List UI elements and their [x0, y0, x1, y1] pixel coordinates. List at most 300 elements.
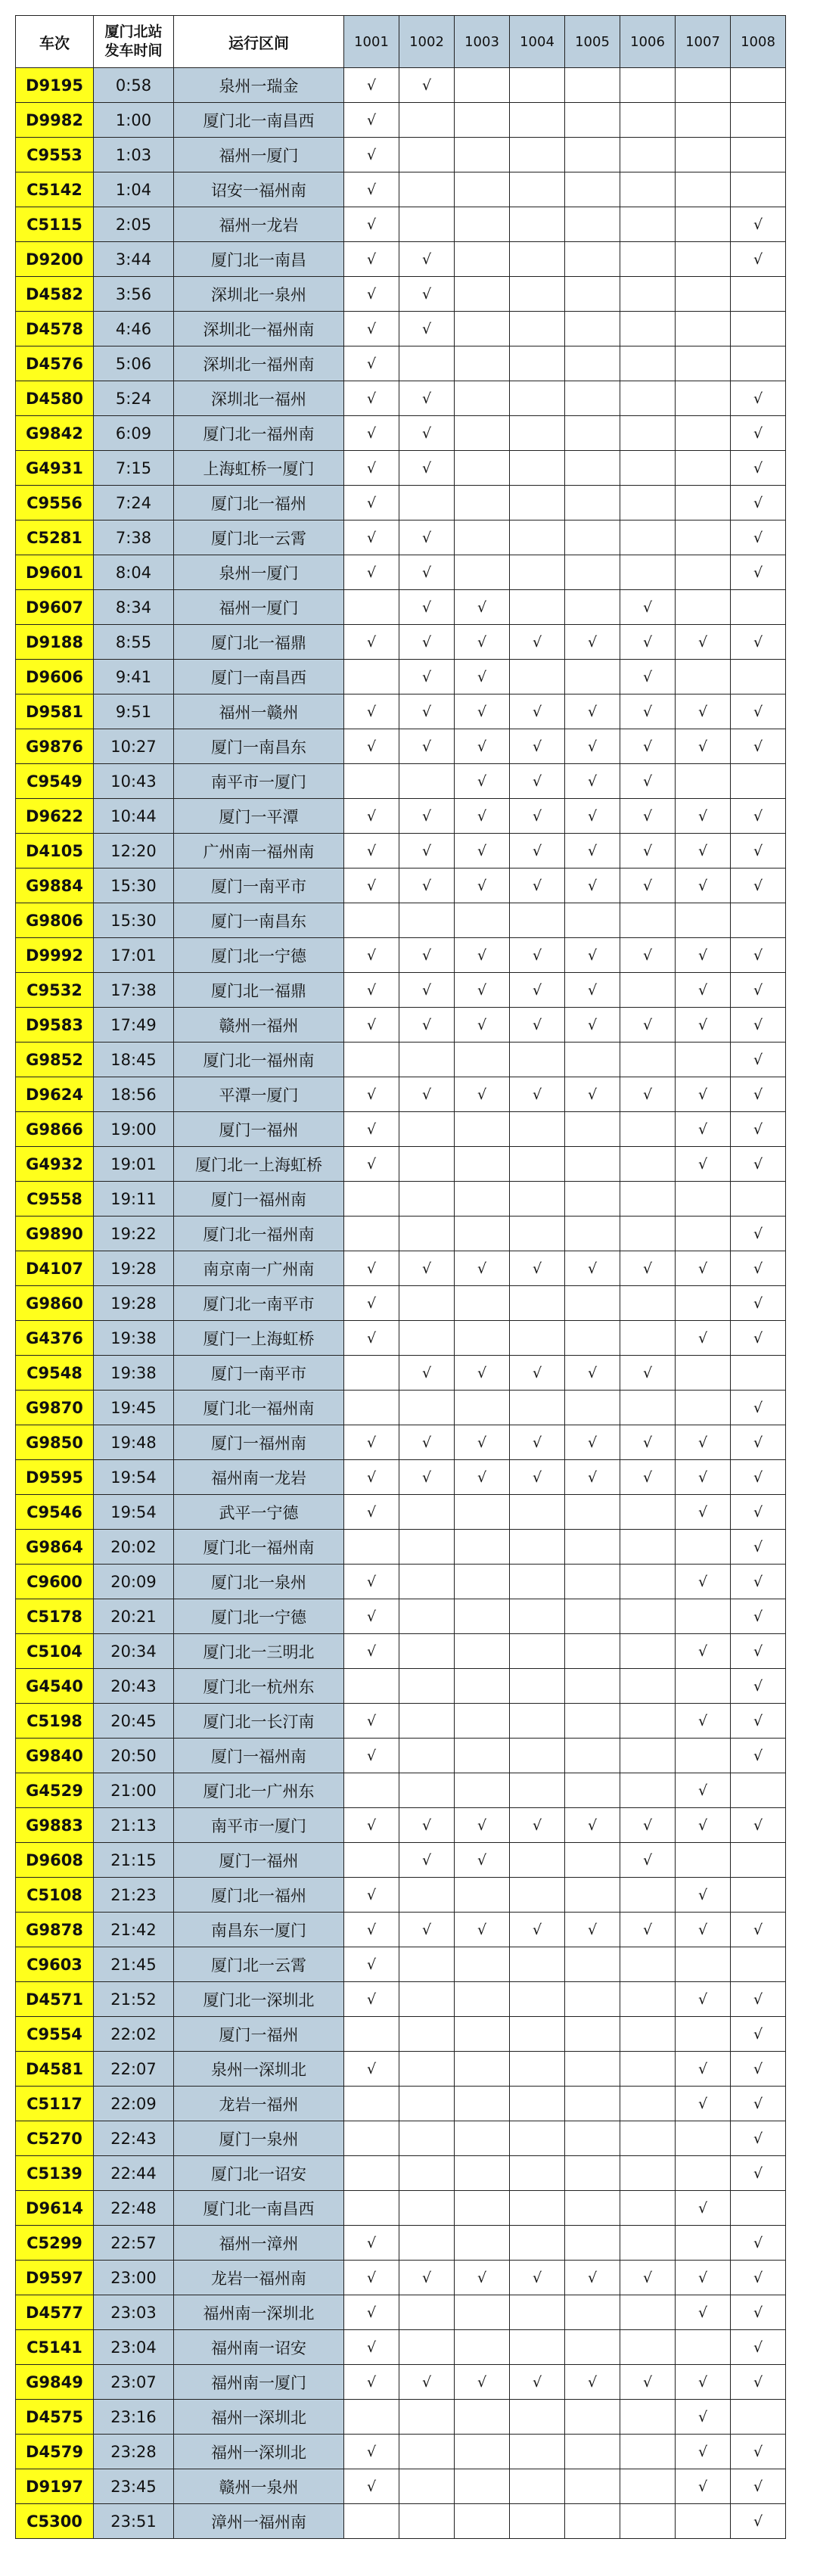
check-mark-icon: √ [421, 598, 432, 616]
day-cell-1002 [399, 1286, 455, 1321]
departure-time-cell: 5:06 [94, 346, 174, 381]
day-cell-1004 [510, 103, 565, 138]
day-cell-1004 [510, 590, 565, 625]
day-cell-1002 [399, 1112, 455, 1147]
departure-time-cell: 19:38 [94, 1321, 174, 1356]
day-cell-1004 [510, 1704, 565, 1739]
day-cell-1004 [510, 68, 565, 103]
check-mark-icon: √ [697, 2408, 708, 2425]
check-mark-icon: √ [366, 703, 377, 720]
departure-time-cell: 7:15 [94, 451, 174, 486]
departure-time-cell: 8:04 [94, 555, 174, 590]
day-cell-1008 [731, 451, 786, 486]
train-number-cell: D4105 [16, 834, 94, 869]
day-cell-1005 [565, 2365, 620, 2400]
departure-time-cell: 19:54 [94, 1495, 174, 1530]
route-cell: 厦门北一泉州 [174, 1565, 344, 1599]
day-cell-1008 [731, 2087, 786, 2121]
day-cell-1006 [620, 1043, 676, 1077]
day-cell-1005 [565, 1808, 620, 1843]
day-cell-1006 [620, 555, 676, 590]
day-cell-1003 [455, 1530, 510, 1565]
day-cell-1003 [455, 2226, 510, 2261]
day-cell-1005 [565, 1391, 620, 1425]
train-number-cell: D9597 [16, 2261, 94, 2295]
departure-time-cell: 3:56 [94, 277, 174, 312]
day-cell-1006 [620, 869, 676, 903]
day-cell-1002 [399, 1043, 455, 1077]
day-cell-1004 [510, 903, 565, 938]
route-cell: 南昌东一厦门 [174, 1913, 344, 1947]
train-number-cell: D9195 [16, 68, 94, 103]
day-cell-1006 [620, 2330, 676, 2365]
day-cell-1004 [510, 1530, 565, 1565]
day-cell-1006 [620, 2504, 676, 2539]
day-cell-1002 [399, 2052, 455, 2087]
day-cell-1001 [344, 1182, 399, 1217]
check-mark-icon: √ [532, 1364, 542, 1381]
day-cell-1006 [620, 973, 676, 1008]
day-cell-1008 [731, 1147, 786, 1182]
departure-time-cell: 20:02 [94, 1530, 174, 1565]
day-cell-1001 [344, 2017, 399, 2052]
check-mark-icon: √ [697, 1016, 708, 1033]
train-number-cell: G4529 [16, 1773, 94, 1808]
day-cell-1003 [455, 1704, 510, 1739]
day-cell-1004 [510, 1982, 565, 2017]
route-cell: 厦门一福州 [174, 2017, 344, 2052]
check-mark-icon: √ [421, 2373, 432, 2391]
day-cell-1003 [455, 1077, 510, 1112]
day-cell-1007 [676, 1495, 731, 1530]
day-cell-1003 [455, 486, 510, 520]
day-cell-1008 [731, 625, 786, 660]
departure-time-cell: 9:51 [94, 694, 174, 729]
check-mark-icon: √ [753, 2234, 763, 2251]
day-cell-1007 [676, 2365, 731, 2400]
day-cell-1008 [731, 1286, 786, 1321]
check-mark-icon: √ [753, 459, 763, 477]
day-cell-1001 [344, 2504, 399, 2539]
train-number-cell: D4582 [16, 277, 94, 312]
check-mark-icon: √ [366, 285, 377, 303]
check-mark-icon: √ [753, 1051, 763, 1068]
day-cell-1007 [676, 451, 731, 486]
day-cell-1007 [676, 2121, 731, 2156]
day-cell-1003 [455, 1043, 510, 1077]
train-number-cell: G4931 [16, 451, 94, 486]
day-cell-1002 [399, 1460, 455, 1495]
check-mark-icon: √ [753, 1712, 763, 1729]
train-number-cell: G9876 [16, 729, 94, 764]
day-cell-1004 [510, 312, 565, 346]
route-cell: 厦门一南昌东 [174, 729, 344, 764]
day-cell-1007 [676, 660, 731, 694]
departure-time-cell: 19:54 [94, 1460, 174, 1495]
departure-time-cell: 21:42 [94, 1913, 174, 1947]
day-cell-1005 [565, 1008, 620, 1043]
day-cell-1007 [676, 277, 731, 312]
day-cell-1005 [565, 346, 620, 381]
day-cell-1007 [676, 1669, 731, 1704]
check-mark-icon: √ [753, 2164, 763, 2182]
train-number-cell: G9840 [16, 1739, 94, 1773]
day-cell-1003 [455, 590, 510, 625]
check-mark-icon: √ [587, 1016, 598, 1033]
check-mark-icon: √ [642, 877, 653, 894]
day-cell-1005 [565, 1112, 620, 1147]
day-cell-1007 [676, 172, 731, 207]
day-cell-1003 [455, 1982, 510, 2017]
day-cell-1005 [565, 2226, 620, 2261]
day-cell-1002 [399, 764, 455, 799]
day-cell-1005 [565, 1530, 620, 1565]
day-cell-1003 [455, 1913, 510, 1947]
departure-time-cell: 22:44 [94, 2156, 174, 2191]
check-mark-icon: √ [642, 2269, 653, 2286]
check-mark-icon: √ [421, 390, 432, 407]
check-mark-icon: √ [532, 633, 542, 651]
day-cell-1007 [676, 2261, 731, 2295]
check-mark-icon: √ [753, 216, 763, 233]
day-cell-1008 [731, 1843, 786, 1878]
check-mark-icon: √ [753, 2443, 763, 2460]
day-cell-1008 [731, 2191, 786, 2226]
day-cell-1006 [620, 1356, 676, 1391]
check-mark-icon: √ [753, 1642, 763, 1660]
route-cell: 平潭一厦门 [174, 1077, 344, 1112]
day-cell-1004 [510, 346, 565, 381]
check-mark-icon: √ [421, 1468, 432, 1486]
day-cell-1002 [399, 346, 455, 381]
day-cell-1007 [676, 1112, 731, 1147]
check-mark-icon: √ [366, 1260, 377, 1277]
table-row [16, 1112, 786, 1147]
day-cell-1005 [565, 1565, 620, 1599]
day-cell-1004 [510, 2435, 565, 2469]
check-mark-icon: √ [587, 877, 598, 894]
day-cell-1004 [510, 1043, 565, 1077]
departure-time-cell: 23:16 [94, 2400, 174, 2435]
route-cell: 福州一赣州 [174, 694, 344, 729]
departure-time-cell: 21:00 [94, 1773, 174, 1808]
day-cell-1005 [565, 1843, 620, 1878]
day-cell-1007 [676, 1182, 731, 1217]
route-cell: 福州一厦门 [174, 138, 344, 172]
day-cell-1004 [510, 1391, 565, 1425]
check-mark-icon: √ [421, 668, 432, 685]
check-mark-icon: √ [697, 2095, 708, 2112]
check-mark-icon: √ [697, 1503, 708, 1521]
train-number-cell: D4576 [16, 346, 94, 381]
day-cell-1006 [620, 1182, 676, 1217]
train-number-cell: G9884 [16, 869, 94, 903]
day-cell-1008 [731, 729, 786, 764]
check-mark-icon: √ [753, 1225, 763, 1242]
check-mark-icon: √ [477, 772, 487, 790]
check-mark-icon: √ [366, 181, 377, 198]
check-mark-icon: √ [587, 1086, 598, 1103]
train-number-cell: G9860 [16, 1286, 94, 1321]
day-cell-1004 [510, 694, 565, 729]
check-mark-icon: √ [366, 842, 377, 859]
check-mark-icon: √ [587, 772, 598, 790]
day-cell-1002 [399, 2087, 455, 2121]
day-cell-1006 [620, 2295, 676, 2330]
table-row [16, 1565, 786, 1599]
day-cell-1004 [510, 555, 565, 590]
day-cell-1001 [344, 2435, 399, 2469]
day-cell-1003 [455, 1391, 510, 1425]
train-number-cell: D4575 [16, 2400, 94, 2435]
day-cell-1007 [676, 694, 731, 729]
day-cell-1007 [676, 1773, 731, 1808]
check-mark-icon: √ [642, 1434, 653, 1451]
day-cell-1004 [510, 938, 565, 973]
departure-time-cell: 9:41 [94, 660, 174, 694]
check-mark-icon: √ [753, 1538, 763, 1555]
route-cell: 厦门一福州南 [174, 1425, 344, 1460]
day-cell-1008 [731, 68, 786, 103]
route-cell: 厦门北一南平市 [174, 1286, 344, 1321]
day-cell-1003 [455, 2469, 510, 2504]
train-number-cell: D9614 [16, 2191, 94, 2226]
day-cell-1004 [510, 1808, 565, 1843]
day-cell-1001 [344, 1321, 399, 1356]
route-cell: 漳州一福州南 [174, 2504, 344, 2539]
day-cell-1007 [676, 1808, 731, 1843]
day-cell-1002 [399, 2435, 455, 2469]
day-cell-1002 [399, 799, 455, 834]
day-cell-1003 [455, 555, 510, 590]
header-time-line1: 厦门北站 [104, 23, 163, 40]
day-cell-1008 [731, 694, 786, 729]
check-mark-icon: √ [697, 1468, 708, 1486]
header-departure-time [94, 16, 174, 68]
day-cell-1008 [731, 1495, 786, 1530]
table-row [16, 2017, 786, 2052]
train-number-cell: G9878 [16, 1913, 94, 1947]
day-cell-1005 [565, 1669, 620, 1704]
day-cell-1003 [455, 2156, 510, 2191]
route-cell: 赣州一福州 [174, 1008, 344, 1043]
day-cell-1003 [455, 2295, 510, 2330]
departure-time-cell: 5:24 [94, 381, 174, 416]
day-cell-1006 [620, 138, 676, 172]
day-cell-1001 [344, 1947, 399, 1982]
day-cell-1005 [565, 799, 620, 834]
header-time-line2: 发车时间 [104, 42, 163, 59]
header-day-1003: 1003 [455, 16, 510, 68]
day-cell-1004 [510, 172, 565, 207]
day-cell-1007 [676, 2469, 731, 2504]
day-cell-1004 [510, 381, 565, 416]
check-mark-icon: √ [477, 1434, 487, 1451]
day-cell-1001 [344, 2087, 399, 2121]
departure-time-cell: 15:30 [94, 903, 174, 938]
check-mark-icon: √ [421, 2269, 432, 2286]
day-cell-1008 [731, 1739, 786, 1773]
table-row [16, 1495, 786, 1530]
departure-time-cell: 20:21 [94, 1599, 174, 1634]
route-cell: 厦门北一深圳北 [174, 1982, 344, 2017]
day-cell-1008 [731, 312, 786, 346]
check-mark-icon: √ [366, 2234, 377, 2251]
day-cell-1003 [455, 207, 510, 242]
route-cell: 泉州一深圳北 [174, 2052, 344, 2087]
check-mark-icon: √ [477, 703, 487, 720]
check-mark-icon: √ [366, 1434, 377, 1451]
check-mark-icon: √ [477, 1468, 487, 1486]
day-cell-1003 [455, 2435, 510, 2469]
day-cell-1001 [344, 2052, 399, 2087]
day-cell-1004 [510, 2226, 565, 2261]
check-mark-icon: √ [697, 1086, 708, 1103]
day-cell-1007 [676, 1460, 731, 1495]
day-cell-1004 [510, 242, 565, 277]
route-cell: 深圳北一泉州 [174, 277, 344, 312]
day-cell-1006 [620, 2226, 676, 2261]
day-cell-1004 [510, 973, 565, 1008]
day-cell-1006 [620, 1425, 676, 1460]
day-cell-1002 [399, 1530, 455, 1565]
departure-time-cell: 21:52 [94, 1982, 174, 2017]
day-cell-1007 [676, 2504, 731, 2539]
check-mark-icon: √ [697, 1712, 708, 1729]
day-cell-1003 [455, 1669, 510, 1704]
day-cell-1001 [344, 1982, 399, 2017]
day-cell-1008 [731, 590, 786, 625]
day-cell-1002 [399, 1739, 455, 1773]
table-row [16, 2191, 786, 2226]
check-mark-icon: √ [532, 2269, 542, 2286]
check-mark-icon: √ [753, 1260, 763, 1277]
day-cell-1004 [510, 1669, 565, 1704]
day-cell-1005 [565, 1251, 620, 1286]
day-cell-1002 [399, 1913, 455, 1947]
day-cell-1005 [565, 1878, 620, 1913]
route-cell: 福州南一龙岩 [174, 1460, 344, 1495]
check-mark-icon: √ [753, 250, 763, 268]
day-cell-1003 [455, 1217, 510, 1251]
check-mark-icon: √ [366, 946, 377, 964]
day-cell-1001 [344, 555, 399, 590]
route-cell: 厦门北一云霄 [174, 520, 344, 555]
train-number-cell: C9600 [16, 1565, 94, 1599]
check-mark-icon: √ [366, 738, 377, 755]
day-cell-1006 [620, 207, 676, 242]
day-cell-1005 [565, 103, 620, 138]
day-cell-1001 [344, 1008, 399, 1043]
table-row [16, 520, 786, 555]
day-cell-1004 [510, 1565, 565, 1599]
train-number-cell: C5117 [16, 2087, 94, 2121]
check-mark-icon: √ [697, 1921, 708, 1938]
check-mark-icon: √ [421, 459, 432, 477]
route-cell: 深圳北一福州南 [174, 346, 344, 381]
check-mark-icon: √ [532, 1468, 542, 1486]
day-cell-1006 [620, 172, 676, 207]
day-cell-1001 [344, 1808, 399, 1843]
train-number-cell: D9624 [16, 1077, 94, 1112]
check-mark-icon: √ [587, 981, 598, 999]
check-mark-icon: √ [532, 807, 542, 825]
departure-time-cell: 17:01 [94, 938, 174, 973]
departure-time-cell: 20:43 [94, 1669, 174, 1704]
day-cell-1007 [676, 1599, 731, 1634]
day-cell-1004 [510, 869, 565, 903]
table-row [16, 1669, 786, 1704]
day-cell-1007 [676, 1008, 731, 1043]
day-cell-1008 [731, 1947, 786, 1982]
train-number-cell: G9890 [16, 1217, 94, 1251]
departure-time-cell: 7:24 [94, 486, 174, 520]
route-cell: 泉州一厦门 [174, 555, 344, 590]
day-cell-1003 [455, 277, 510, 312]
day-cell-1002 [399, 869, 455, 903]
day-cell-1003 [455, 1599, 510, 1634]
table-row [16, 1878, 786, 1913]
route-cell: 赣州一泉州 [174, 2469, 344, 2504]
day-cell-1001 [344, 381, 399, 416]
day-cell-1007 [676, 486, 731, 520]
check-mark-icon: √ [697, 807, 708, 825]
check-mark-icon: √ [421, 424, 432, 442]
day-cell-1003 [455, 1008, 510, 1043]
check-mark-icon: √ [753, 2130, 763, 2147]
day-cell-1008 [731, 2330, 786, 2365]
check-mark-icon: √ [697, 1886, 708, 1903]
day-cell-1002 [399, 694, 455, 729]
day-cell-1008 [731, 1112, 786, 1147]
check-mark-icon: √ [753, 1608, 763, 1625]
day-cell-1004 [510, 277, 565, 312]
departure-time-cell: 21:15 [94, 1843, 174, 1878]
route-cell: 厦门一福州 [174, 1112, 344, 1147]
table-row [16, 138, 786, 172]
day-cell-1003 [455, 520, 510, 555]
table-row [16, 1425, 786, 1460]
check-mark-icon: √ [697, 703, 708, 720]
day-cell-1004 [510, 1947, 565, 1982]
check-mark-icon: √ [587, 946, 598, 964]
check-mark-icon: √ [366, 1608, 377, 1625]
check-mark-icon: √ [532, 877, 542, 894]
day-cell-1003 [455, 1843, 510, 1878]
check-mark-icon: √ [366, 1016, 377, 1033]
check-mark-icon: √ [753, 494, 763, 511]
table-row [16, 2365, 786, 2400]
day-cell-1005 [565, 138, 620, 172]
day-cell-1006 [620, 1808, 676, 1843]
day-cell-1002 [399, 242, 455, 277]
day-cell-1002 [399, 973, 455, 1008]
day-cell-1006 [620, 1321, 676, 1356]
day-cell-1008 [731, 1460, 786, 1495]
train-number-cell: D9595 [16, 1460, 94, 1495]
table-row [16, 834, 786, 869]
train-number-cell: D4107 [16, 1251, 94, 1286]
check-mark-icon: √ [421, 633, 432, 651]
day-cell-1001 [344, 1460, 399, 1495]
departure-time-cell: 22:09 [94, 2087, 174, 2121]
day-cell-1007 [676, 2087, 731, 2121]
day-cell-1008 [731, 2435, 786, 2469]
day-cell-1005 [565, 1599, 620, 1634]
day-cell-1003 [455, 346, 510, 381]
day-cell-1008 [731, 1704, 786, 1739]
day-cell-1007 [676, 2017, 731, 2052]
